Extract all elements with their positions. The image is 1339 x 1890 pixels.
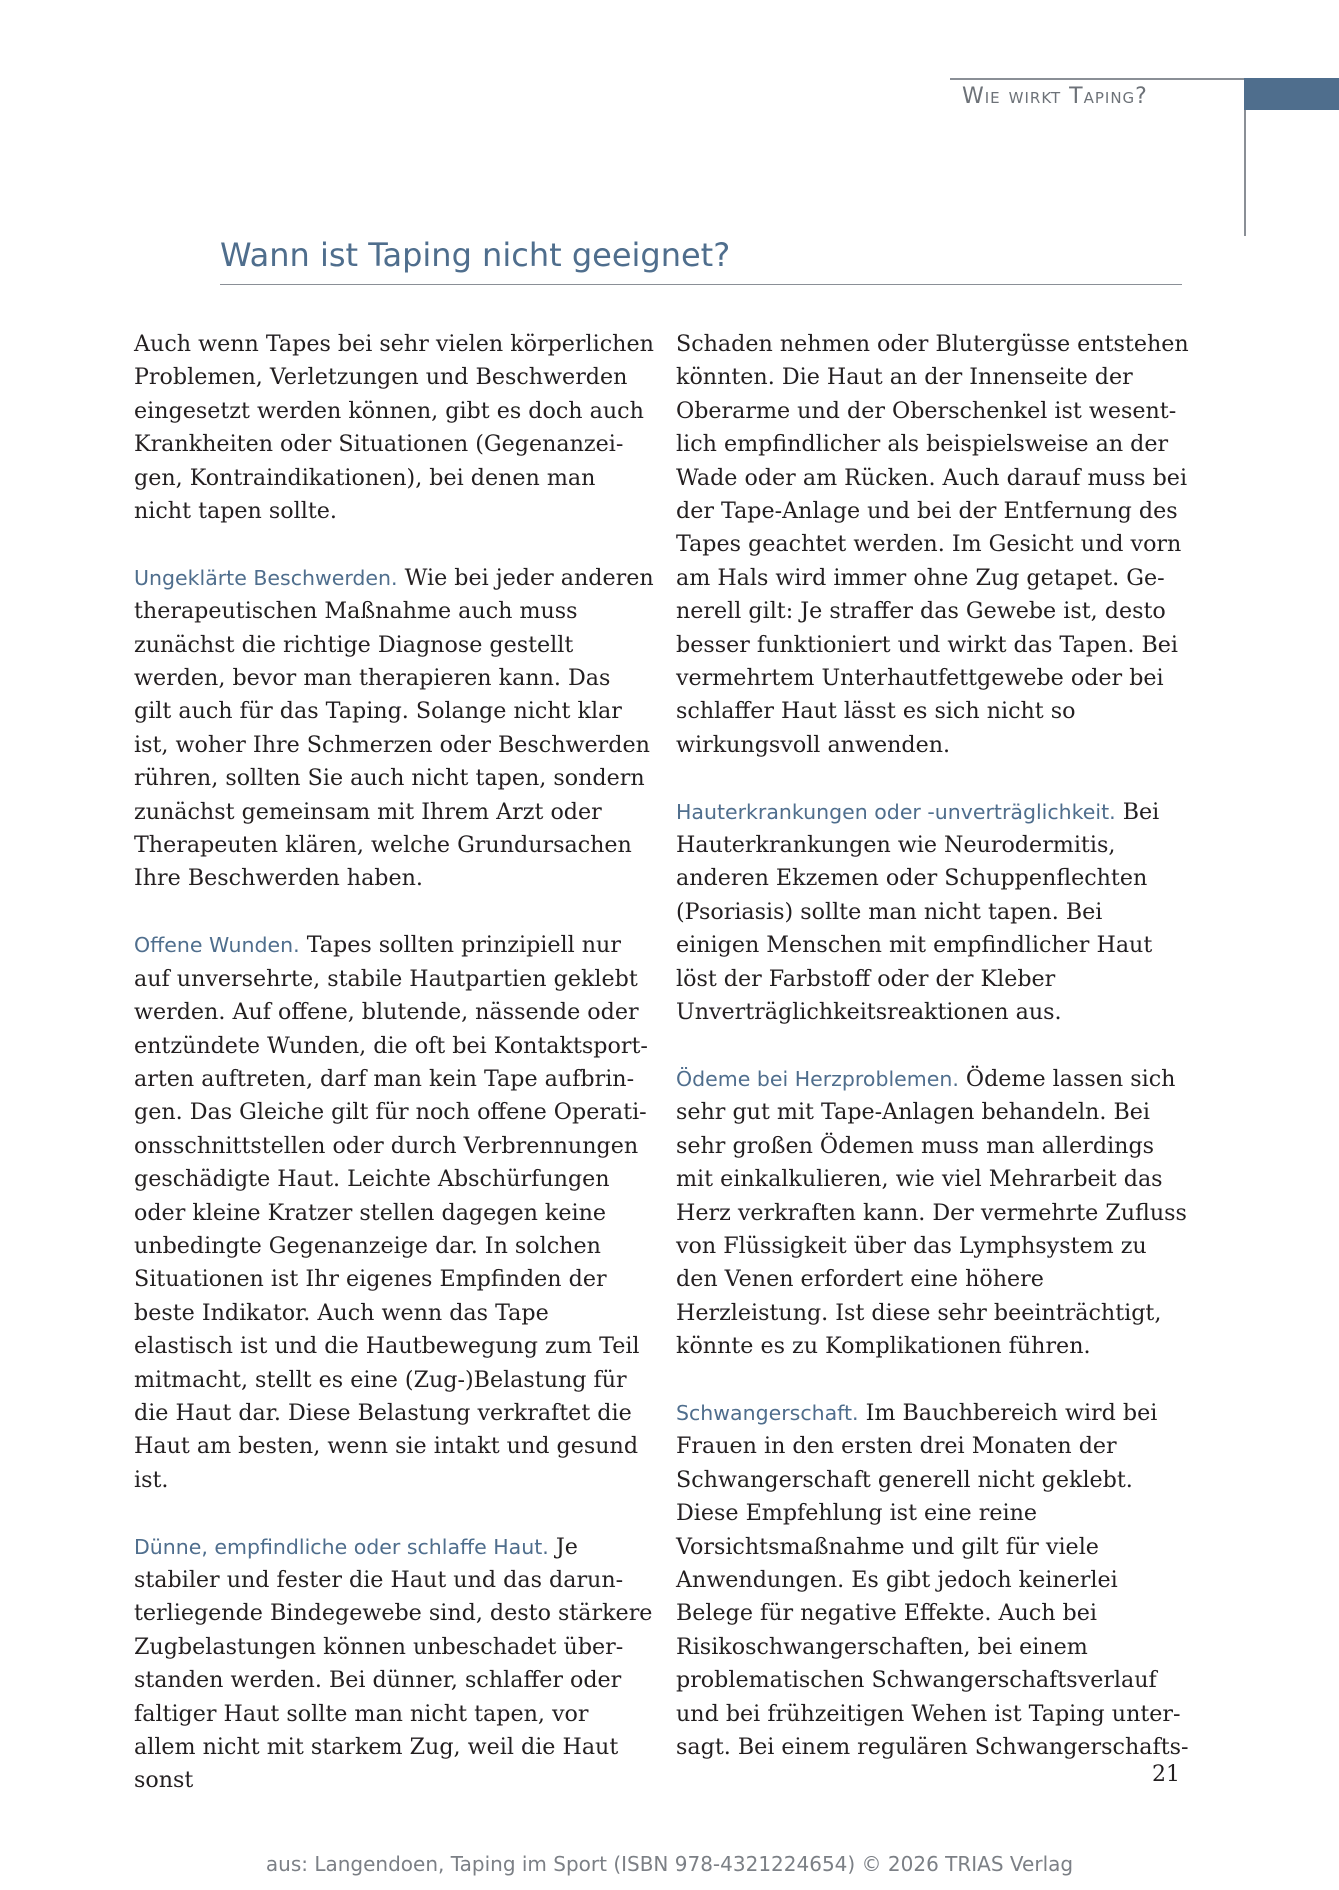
section-text: Wie bei jeder anderen therapeutischen Maßnahme auch muss zunächst die richtige Diagnose gestellt werden, bevor man therapieren kann. Das gilt auch für das Taping. Solange nicht klar ist, woher Ihre Schmerzen oder Beschwerden rühren, sollten Sie auch nicht tapen, sondern zunächst gemeinsam mit Ihrem Arzt oder Therapeuten klären, welche Grundursachen Ihre Beschwerden haben.	[134, 564, 654, 892]
intro-paragraph: Auch wenn Tapes bei sehr vielen körperlichen Problemen, Verletzungen und Beschwerden eingesetzt werden können, gibt es doch auch Krankheiten oder Situationen (Gegenanzeigen, Kontraindikationen), bei denen man nicht tapen sollte.	[134, 331, 654, 525]
keyword-heading: Schwangerschaft.	[676, 1400, 859, 1425]
section-text: Ödeme lassen sich sehr gut mit Tape-Anlagen behandeln. Bei sehr großen Ödemen muss man allerdings mit einkalkulieren, wie viel Mehrarbeit das Herz verkraften kann. Der vermehrte Zufluss von Flüssigkeit über das Lymphsystem zu den Venen erfordert eine höhere Herzleistung. Ist diese sehr beeinträchtigt, könnte es zu Komplikationen führen.	[676, 1065, 1187, 1360]
keyword-heading: Ungeklärte Beschwerden.	[134, 565, 398, 590]
header-accent-block	[1244, 78, 1339, 110]
footer-citation: aus: Langendoen, Taping im Sport (ISBN 978-4321224654) © 2026 TRIAS Verlag	[265, 1852, 1074, 1876]
page-number: 21	[1152, 1762, 1180, 1787]
continued-paragraph: Schaden nehmen oder Blutergüsse entstehen könnten. Die Haut an der Innenseite der Oberarme und der Oberschenkel ist wesentlich empfindlicher als beispielsweise an der Wade oder am Rücken. Auch darauf muss bei der Tape-Anlage und bei der Entfernung des Tapes geachtet werden. Im Gesicht und vorn am Hals wird immer ohne Zug getapet. Generell gilt: Je straffer das Gewebe ist, desto besser funktioniert und wirkt das Tapen. Bei vermehrtem Unterhautfettgewebe oder bei schlaffer Haut lässt es sich nicht so wirkungsvoll anwenden.	[676, 331, 1189, 758]
keyword-heading: Offene Wunden.	[134, 933, 300, 958]
keyword-heading: Hauterkrankungen oder -unverträglichkeit.	[676, 799, 1116, 824]
right-column	[676, 328, 1191, 1798]
title-rule	[220, 284, 1182, 285]
section-unexplained-complaints	[134, 562, 654, 896]
section-open-wounds	[134, 929, 654, 1497]
section-text: Tapes sollten prinzipiell nur auf unversehrte, stabile Hautpartien geklebt werden. Auf offene, blutende, nässende oder entzündete Wunden, die oft bei Kontaktsportarten auftreten, darf man kein Tape aufbringen. Das Gleiche gilt für noch offene Operationsschnittstellen oder durch Verbrennungen geschädigte Haut. Leichte Abschürfungen oder kleine Kratzer stellen dagegen keine unbedingte Gegenanzeige dar. In solchen Situationen ist Ihr eigenes Empfinden der beste Indikator. Auch wenn das Tape elastisch ist und die Hautbewegung zum Teil mitmacht, stellt es eine (Zug-)Belastung für die Haut dar. Diese Belastung verkraftet die Haut am besten, wenn sie intakt und gesund ist.	[134, 932, 648, 1493]
section-text: Im Bauchbereich wird bei Frauen in den ersten drei Monaten der Schwangerschaft generell nicht geklebt. Diese Empfehlung ist eine reine Vorsichtsmaßnahme und gilt für viele Anwendungen. Es gibt jedoch keinerlei Belege für negative Effekte. Auch bei Risikoschwangerschaften, bei einem problematischen Schwangerschaftsverlauf und bei frühzeitigen Wehen ist Taping untersagt. Bei einem regulären Schwangerschafts-	[676, 1399, 1189, 1761]
header-vertical-rule	[1244, 110, 1246, 236]
section-edema-heart	[676, 1063, 1191, 1364]
page-title: Wann ist Taping nicht geeignet?	[220, 236, 731, 274]
running-head: Wie wirkt Taping?	[962, 84, 1148, 109]
left-column	[134, 328, 654, 1831]
keyword-heading: Dünne, empfindliche oder schlaffe Haut.	[134, 1534, 549, 1559]
keyword-heading: Ödeme bei Herzproblemen.	[676, 1066, 959, 1091]
section-text: Je stabiler und fester die Haut und das darunterliegende Bindegewebe sind, desto stärkere Zugbelastungen können unbeschadet überstanden werden. Bei dünner, schlaffer oder faltiger Haut sollte man nicht tapen, vor allem nicht mit starkem Zug, weil die Haut sonst	[134, 1533, 653, 1794]
section-thin-skin	[134, 1531, 654, 1798]
section-skin-diseases	[676, 796, 1191, 1030]
section-text: Bei Hauterkrankungen wie Neurodermitis, anderen Ekzemen oder Schuppenflechten (Psoriasis) sollte man nicht tapen. Bei einigen Menschen mit empfindlicher Haut löst der Farbstoff oder der Kleber Unverträglichkeitsreaktionen aus.	[676, 798, 1160, 1026]
section-pregnancy	[676, 1397, 1191, 1764]
header-rule	[950, 78, 1244, 80]
